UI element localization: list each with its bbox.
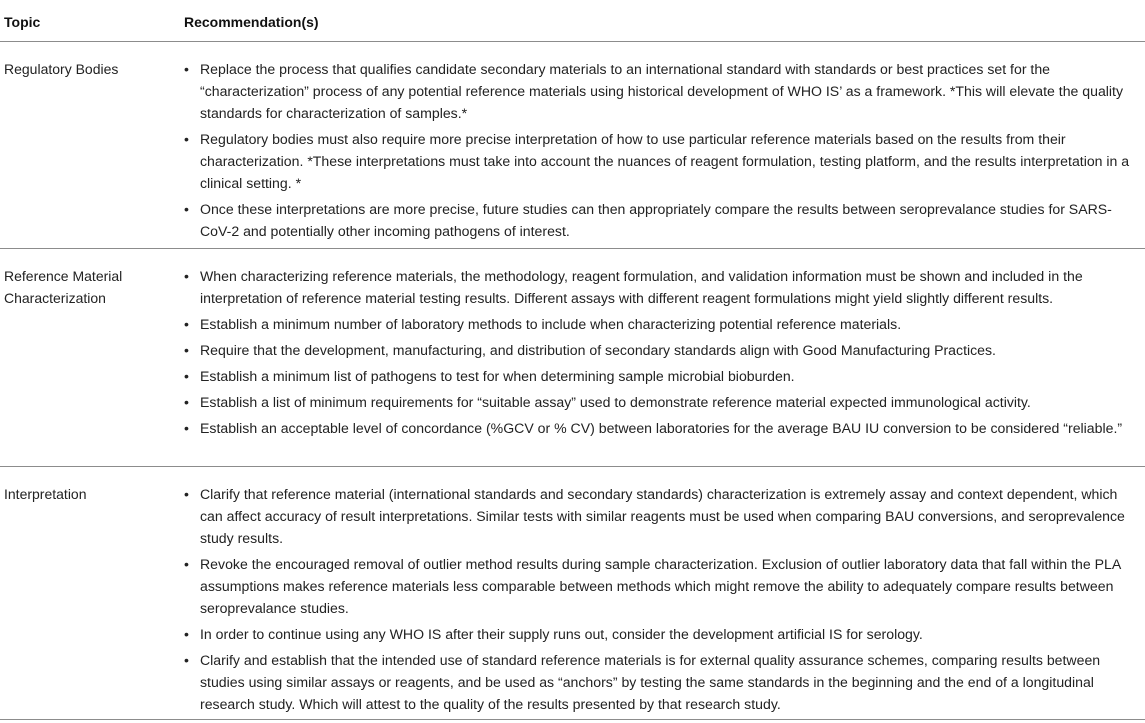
- bullet-icon: •: [184, 342, 189, 358]
- list-item: • Once these interpretations are more precise, future studies can then appropriately compare the results between seroprevalance studies for SARS-CoV-2 and potentially other incoming pathogens of interest.: [184, 198, 1142, 242]
- table-row-interpretation: [0, 467, 1145, 720]
- list-item: • Replace the process that qualifies candidate secondary materials to an international standard with standards or best practices set for the “characterization” process of any potential reference materials using historical development of WHO IS’ as a framework. *This will elevate the quality standards for characterization of samples.*: [184, 58, 1142, 124]
- bullet-icon: •: [184, 486, 189, 502]
- table-header: [0, 0, 1145, 42]
- topic-cell: Reference Material Characterization: [4, 268, 123, 306]
- bullet-icon: •: [184, 626, 189, 642]
- list-item: • Require that the development, manufacturing, and distribution of secondary standards align with Good Manufacturing Practices.: [184, 339, 1142, 361]
- topic-cell: Regulatory Bodies: [4, 61, 119, 77]
- topic-cell: Interpretation: [4, 486, 87, 502]
- list-item: • Revoke the encouraged removal of outlier method results during sample characterization. Exclusion of outlier laboratory data that fall within the PLA assumptions makes reference materials less comparable between methods which might remove the ability to adequately compare results between seroprevalance studies.: [184, 553, 1142, 619]
- recommendation-list: [184, 58, 1142, 246]
- bullet-icon: •: [184, 201, 189, 217]
- bullet-icon: •: [184, 652, 189, 668]
- bullet-icon: •: [184, 268, 189, 284]
- list-item: • Establish a minimum number of laboratory methods to include when characterizing potential reference materials.: [184, 313, 1142, 335]
- list-item: • Establish a minimum list of pathogens to test for when determining sample microbial bioburden.: [184, 365, 1142, 387]
- bullet-icon: •: [184, 316, 189, 332]
- list-item: • When characterizing reference materials, the methodology, reagent formulation, and validation information must be shown and included in the interpretation of reference material testing results. Different assays with different reagent formulations might yield slightly different results.: [184, 265, 1142, 309]
- list-item: • Establish a list of minimum requirements for “suitable assay” used to demonstrate reference material expected immunological activity.: [184, 391, 1142, 413]
- bullet-icon: •: [184, 556, 189, 572]
- list-item: • In order to continue using any WHO IS after their supply runs out, consider the development artificial IS for serology.: [184, 623, 1142, 645]
- header-topic: Topic: [4, 14, 41, 30]
- bullet-icon: •: [184, 368, 189, 384]
- header-recommendations: Recommendation(s): [184, 14, 319, 30]
- bullet-icon: •: [184, 61, 189, 77]
- table-row-regulatory-bodies: [0, 42, 1145, 249]
- recommendation-list: [184, 265, 1142, 443]
- list-item: • Regulatory bodies must also require more precise interpretation of how to use particular reference materials based on the results from their characterization. *These interpretations must take into account the nuances of reagent formulation, testing platform, and the results interpretation in a clinical setting. *: [184, 128, 1142, 194]
- bullet-icon: •: [184, 394, 189, 410]
- bullet-icon: •: [184, 131, 189, 147]
- bullet-icon: •: [184, 420, 189, 436]
- table-row-reference-material-characterization: [0, 249, 1145, 467]
- recommendation-list: [184, 483, 1142, 719]
- list-item: • Establish an acceptable level of concordance (%GCV or % CV) between laboratories for the average BAU IU conversion to be considered “reliable.”: [184, 417, 1142, 439]
- list-item: • Clarify that reference material (international standards and secondary standards) characterization is extremely assay and context dependent, which can affect accuracy of result interpretations. Similar tests with similar reagents must be used when comparing BAU conversions, and seroprevalence study results.: [184, 483, 1142, 549]
- list-item: • Clarify and establish that the intended use of standard reference materials is for external quality assurance schemes, comparing results between studies using similar assays or reagents, and be used as “anchors” by testing the same standards in the beginning and the end of a longitudinal research study. Which will attest to the quality of the results presented by that research study.: [184, 649, 1142, 715]
